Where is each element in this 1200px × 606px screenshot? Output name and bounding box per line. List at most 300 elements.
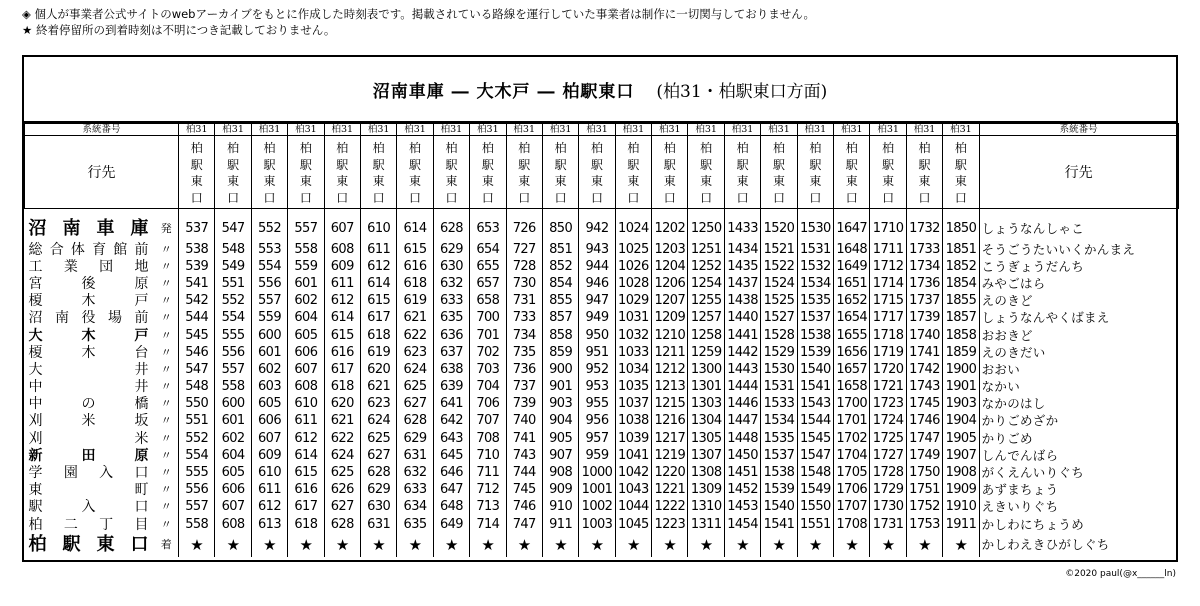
departure-time: ★	[433, 533, 469, 557]
departure-time: 602	[251, 361, 287, 378]
departure-time: 1026	[615, 258, 651, 275]
destination-char: 柏	[845, 141, 858, 155]
departure-time: 1715	[870, 293, 906, 310]
departure-time: 736	[506, 361, 542, 378]
stop-name: 沼南車庫	[28, 218, 149, 239]
stop-row	[25, 482, 1179, 499]
departure-time: 1700	[834, 396, 870, 413]
departure-time: 1737	[906, 293, 942, 310]
departure-time: 904	[542, 413, 578, 430]
stop-row	[25, 275, 1179, 292]
departure-time: 617	[288, 499, 324, 516]
departure-time: 1731	[870, 516, 906, 533]
destination-char: 柏	[772, 141, 785, 155]
departure-time: 556	[179, 482, 215, 499]
departure-time: 1440	[724, 310, 760, 327]
destination-char: 東	[954, 174, 967, 188]
departure-time: 1534	[761, 413, 797, 430]
spacer-cell	[397, 209, 433, 218]
departure-time: 855	[542, 293, 578, 310]
destination-char: 口	[227, 190, 240, 205]
departure-time: 1538	[797, 327, 833, 344]
departure-time: 617	[360, 310, 396, 327]
departure-time: 625	[397, 379, 433, 396]
destination-char: 東	[627, 174, 640, 188]
stop-name: 大木戸	[28, 327, 149, 344]
departure-time: 628	[360, 464, 396, 481]
departure-time: 631	[397, 447, 433, 464]
departure-time: 1721	[870, 379, 906, 396]
stop-row	[25, 430, 1179, 447]
departure-time: 601	[215, 413, 251, 430]
destination-char: 柏	[918, 141, 931, 155]
destination-char: 柏	[736, 141, 749, 155]
departure-time: 1447	[724, 413, 760, 430]
departure-time: 621	[360, 379, 396, 396]
destination-char: 柏	[372, 141, 385, 155]
destination-cell	[652, 136, 688, 209]
stop-mark: 〃	[160, 259, 172, 273]
departure-time: 857	[542, 310, 578, 327]
departure-time: 624	[324, 447, 360, 464]
destination-char: 口	[736, 190, 749, 205]
destination-char: 口	[299, 190, 312, 205]
destination-char: 駅	[809, 157, 822, 172]
stop-name: 柏二丁目	[28, 516, 149, 533]
departure-time: 740	[506, 413, 542, 430]
stop-name: 刈米坂	[28, 413, 149, 430]
departure-time: 633	[397, 482, 433, 499]
departure-time: 618	[288, 516, 324, 533]
departure-time: 1723	[870, 396, 906, 413]
departure-time: 1732	[906, 217, 942, 241]
stop-mark: 〃	[160, 345, 172, 359]
departure-time: 900	[542, 361, 578, 378]
destination-cell	[360, 136, 396, 209]
route-code-cell: 柏31	[215, 124, 251, 136]
departure-time: ★	[724, 533, 760, 557]
destination-cell	[251, 136, 287, 209]
departure-time: 850	[542, 217, 578, 241]
departure-time: 636	[433, 327, 469, 344]
departure-time: 1745	[906, 396, 942, 413]
stop-name: 総合体育館前	[28, 241, 149, 258]
departure-time: 605	[288, 327, 324, 344]
departure-time: 1905	[943, 430, 979, 447]
departure-time: 733	[506, 310, 542, 327]
departure-time: 741	[506, 430, 542, 447]
destination-char: 口	[518, 190, 531, 205]
departure-time: 604	[215, 447, 251, 464]
departure-time: 1648	[834, 241, 870, 258]
departure-time: 1537	[761, 447, 797, 464]
departure-time: 1538	[761, 464, 797, 481]
stop-mark: 〃	[160, 500, 172, 514]
destination-char: 駅	[663, 157, 676, 172]
departure-time: 610	[288, 396, 324, 413]
departure-time: 606	[288, 344, 324, 361]
stop-mark: 〃	[160, 414, 172, 428]
destination-cell	[215, 136, 251, 209]
destination-char: 駅	[591, 157, 604, 172]
departure-time: 1000	[579, 464, 615, 481]
destination-char: 東	[882, 174, 895, 188]
departure-time: 1441	[724, 327, 760, 344]
disclaimer-note: ◈ 個人が事業者公式サイトのwebアーカイブをもとに作成した時刻表です。掲載されている路線を運行していた事業者は制作に一切関与しておりません。	[22, 7, 815, 21]
departure-time: 559	[288, 258, 324, 275]
departure-time: 1718	[870, 327, 906, 344]
departure-time: 544	[179, 310, 215, 327]
departure-time: 558	[288, 241, 324, 258]
destination-char: 駅	[845, 157, 858, 172]
destination-char: 口	[336, 190, 349, 205]
departure-time: 1548	[797, 464, 833, 481]
departure-time: 1551	[797, 516, 833, 533]
departure-time: 1044	[615, 499, 651, 516]
departure-time: 1743	[906, 379, 942, 396]
departure-time: 1443	[724, 361, 760, 378]
arrival-note: ★ 終着停留所の到着時刻は不明につき記載しておりません。	[22, 23, 336, 37]
destination-char: 東	[445, 174, 458, 188]
departure-time: ★	[324, 533, 360, 557]
stop-reading: おおきど	[979, 327, 1178, 344]
stop-row	[25, 344, 1179, 361]
departure-time: 610	[360, 217, 396, 241]
departure-time: 1541	[797, 379, 833, 396]
stop-row	[25, 217, 1179, 241]
spacer-cell	[579, 209, 615, 218]
departure-time: 602	[215, 430, 251, 447]
departure-time: 626	[324, 482, 360, 499]
departure-time: 1750	[906, 464, 942, 481]
departure-time: 1704	[834, 447, 870, 464]
departure-time: 1031	[615, 310, 651, 327]
departure-time: 1747	[906, 430, 942, 447]
stop-row	[25, 258, 1179, 275]
departure-time: 1904	[943, 413, 979, 430]
departure-time: 612	[360, 258, 396, 275]
destination-char: 東	[772, 174, 785, 188]
route-code-cell: 柏31	[179, 124, 215, 136]
stop-name: 柏駅東口	[28, 534, 149, 556]
departure-time: 706	[470, 396, 506, 413]
departure-time: 643	[433, 430, 469, 447]
departure-time: 711	[470, 464, 506, 481]
departure-time: 602	[288, 293, 324, 310]
departure-time: 547	[179, 361, 215, 378]
stop-reading: あずまちょう	[979, 482, 1178, 499]
departure-time: 629	[433, 241, 469, 258]
departure-time: 648	[433, 499, 469, 516]
destination-cell	[615, 136, 651, 209]
departure-time: ★	[579, 533, 615, 557]
departure-time: 704	[470, 379, 506, 396]
departure-time: 1714	[870, 275, 906, 292]
departure-time: 1309	[688, 482, 724, 499]
departure-time: 552	[215, 293, 251, 310]
destination-cell	[506, 136, 542, 209]
departure-time: 635	[433, 310, 469, 327]
departure-time: 858	[542, 327, 578, 344]
departure-time: 619	[397, 293, 433, 310]
departure-time: 547	[215, 217, 251, 241]
stop-row	[25, 310, 1179, 327]
departure-time: 1545	[797, 430, 833, 447]
departure-time: 1213	[652, 379, 688, 396]
destination-char: 東	[809, 174, 822, 188]
departure-time: 908	[542, 464, 578, 481]
departure-time: 1029	[615, 293, 651, 310]
destination-char: 柏	[409, 141, 422, 155]
departure-time: 731	[506, 293, 542, 310]
destination-char: 駅	[554, 157, 567, 172]
departure-time: 957	[579, 430, 615, 447]
departure-time: 605	[251, 396, 287, 413]
departure-time: 606	[215, 482, 251, 499]
departure-time: 600	[215, 396, 251, 413]
departure-time: ★	[797, 533, 833, 557]
departure-time: 1203	[652, 241, 688, 258]
stop-reading: えのきだい	[979, 344, 1178, 361]
route-title: 沼南車庫 ― 大木戸 ― 柏駅東口	[372, 81, 635, 102]
stop-name: 宮後原	[28, 275, 149, 292]
spacer-cell	[324, 209, 360, 218]
destination-char: 口	[409, 190, 422, 205]
timetable-title	[24, 57, 1176, 123]
departure-time: 1535	[761, 430, 797, 447]
stop-row	[25, 327, 1179, 344]
departure-time: 1539	[797, 344, 833, 361]
destination-char: 口	[882, 190, 895, 205]
departure-time: 713	[470, 499, 506, 516]
departure-time: 1528	[761, 327, 797, 344]
route-code-cell: 柏31	[506, 124, 542, 136]
departure-time: 953	[579, 379, 615, 396]
departure-time: 1216	[652, 413, 688, 430]
destination-char: 柏	[518, 141, 531, 155]
departure-time: 1531	[797, 241, 833, 258]
route-code-cell: 柏31	[251, 124, 287, 136]
departure-time: 1257	[688, 310, 724, 327]
destination-char: 柏	[336, 141, 349, 155]
departure-time: 1535	[797, 293, 833, 310]
departure-time: 1911	[943, 516, 979, 533]
departure-time: 1711	[870, 241, 906, 258]
departure-time: 552	[179, 430, 215, 447]
destination-char: 東	[700, 174, 713, 188]
departure-time: 658	[470, 293, 506, 310]
departure-time: 1305	[688, 430, 724, 447]
departure-time: 557	[251, 293, 287, 310]
destination-cell	[797, 136, 833, 209]
departure-time: 615	[324, 327, 360, 344]
departure-time: 605	[215, 464, 251, 481]
destination-char: 口	[700, 190, 713, 205]
route-code-cell: 柏31	[724, 124, 760, 136]
departure-time: 611	[360, 241, 396, 258]
departure-time: 611	[251, 482, 287, 499]
departure-time: 1858	[943, 327, 979, 344]
departure-time: 907	[542, 447, 578, 464]
departure-time: 1539	[761, 482, 797, 499]
departure-time: 1217	[652, 430, 688, 447]
departure-time: 701	[470, 327, 506, 344]
departure-time: 616	[288, 482, 324, 499]
destination-char: 東	[736, 174, 749, 188]
departure-time: 1202	[652, 217, 688, 241]
stop-mark: 〃	[160, 483, 172, 497]
departure-time: 647	[433, 482, 469, 499]
departure-time: 1438	[724, 293, 760, 310]
destination-char: 駅	[882, 157, 895, 172]
departure-time: 1446	[724, 396, 760, 413]
destination-cell	[761, 136, 797, 209]
departure-time: 746	[506, 499, 542, 516]
departure-time: 859	[542, 344, 578, 361]
destination-char: 口	[954, 190, 967, 205]
stop-row	[25, 361, 1179, 378]
departure-time: 541	[179, 275, 215, 292]
departure-time: 1039	[615, 430, 651, 447]
destination-char: 駅	[736, 157, 749, 172]
destination-char: 口	[591, 190, 604, 205]
destination-char: 東	[554, 174, 567, 188]
departure-time: 1223	[652, 516, 688, 533]
departure-time: 554	[215, 310, 251, 327]
destination-char: 柏	[190, 141, 203, 155]
departure-time: 611	[288, 413, 324, 430]
spacer-cell	[215, 209, 251, 218]
route-code-cell: 柏31	[397, 124, 433, 136]
route-code-row	[25, 124, 1179, 136]
stop-mark: 〃	[160, 362, 172, 376]
departure-time: 548	[179, 379, 215, 396]
stop-name: 沼南役場前	[28, 310, 149, 327]
departure-time: 554	[179, 447, 215, 464]
destination-char: 東	[918, 174, 931, 188]
departure-time: ★	[615, 533, 651, 557]
departure-time: 734	[506, 327, 542, 344]
departure-time: 608	[215, 516, 251, 533]
destination-char: 東	[481, 174, 494, 188]
departure-time: ★	[397, 533, 433, 557]
departure-time: 727	[506, 241, 542, 258]
destination-char: 駅	[336, 157, 349, 172]
departure-time: 1222	[652, 499, 688, 516]
route-code-cell: 柏31	[433, 124, 469, 136]
departure-time: 956	[579, 413, 615, 430]
stop-mark: 〃	[160, 448, 172, 462]
departure-time: 551	[179, 413, 215, 430]
departure-time: 1537	[797, 310, 833, 327]
route-code-cell: 柏31	[360, 124, 396, 136]
departure-time: 1739	[906, 310, 942, 327]
departure-time: 1749	[906, 447, 942, 464]
destination-cell	[288, 136, 324, 209]
departure-time: 1433	[724, 217, 760, 241]
departure-time: 607	[215, 499, 251, 516]
departure-time: 1705	[834, 464, 870, 481]
departure-time: 603	[251, 379, 287, 396]
departure-time: 548	[215, 241, 251, 258]
destination-cell	[870, 136, 906, 209]
departure-time: 550	[179, 396, 215, 413]
stop-reading: こうぎょうだんち	[979, 258, 1178, 275]
departure-time: ★	[652, 533, 688, 557]
departure-time: 557	[215, 361, 251, 378]
stop-reading: かしわにちょうめ	[979, 516, 1178, 533]
departure-time: 1719	[870, 344, 906, 361]
departure-time: 728	[506, 258, 542, 275]
departure-time: ★	[870, 533, 906, 557]
departure-time: 1530	[761, 361, 797, 378]
departure-time: 1442	[724, 344, 760, 361]
departure-time: 622	[397, 327, 433, 344]
stop-reading: しょうなんやくばまえ	[979, 310, 1178, 327]
destination-cell	[324, 136, 360, 209]
departure-time: 1907	[943, 447, 979, 464]
departure-time: 542	[179, 293, 215, 310]
departure-time: 617	[324, 361, 360, 378]
departure-time: 655	[470, 258, 506, 275]
departure-time: 549	[215, 258, 251, 275]
destination-char: 口	[918, 190, 931, 205]
spacer-cell	[179, 209, 215, 218]
departure-time: 1712	[870, 258, 906, 275]
departure-time: 1037	[615, 396, 651, 413]
departure-time: 1910	[943, 499, 979, 516]
stop-reading: みやごはら	[979, 275, 1178, 292]
departure-time: 1651	[834, 275, 870, 292]
departure-time: 1657	[834, 361, 870, 378]
departure-time: 1310	[688, 499, 724, 516]
destination-char: 口	[627, 190, 640, 205]
destination-char: 東	[299, 174, 312, 188]
departure-time: 1727	[870, 447, 906, 464]
departure-time: 551	[215, 275, 251, 292]
departure-time: 1854	[943, 275, 979, 292]
destination-char: 駅	[918, 157, 931, 172]
stop-name: 工業団地	[28, 258, 149, 275]
departure-time: 621	[324, 413, 360, 430]
departure-time: 615	[397, 241, 433, 258]
departure-time: ★	[215, 533, 251, 557]
departure-time: 703	[470, 361, 506, 378]
departure-time: 623	[360, 396, 396, 413]
departure-time: 625	[360, 430, 396, 447]
stop-mark: 〃	[160, 431, 172, 445]
departure-time: 959	[579, 447, 615, 464]
departure-time: 702	[470, 344, 506, 361]
destination-char: 駅	[700, 157, 713, 172]
departure-time: 604	[288, 310, 324, 327]
destination-char: 柏	[554, 141, 567, 155]
departure-time: 1742	[906, 361, 942, 378]
route-code-cell: 柏31	[797, 124, 833, 136]
route-code-cell: 柏31	[288, 124, 324, 136]
destination-char: 柏	[299, 141, 312, 155]
destination-cell	[834, 136, 870, 209]
departure-time: 1533	[761, 396, 797, 413]
departure-time: 1522	[761, 258, 797, 275]
destination-char: 口	[445, 190, 458, 205]
spacer-row	[25, 209, 1179, 218]
departure-time: 1220	[652, 464, 688, 481]
departure-time: 631	[360, 516, 396, 533]
route-code-cell: 柏31	[870, 124, 906, 136]
departure-time: 955	[579, 396, 615, 413]
destination-char: 口	[263, 190, 276, 205]
